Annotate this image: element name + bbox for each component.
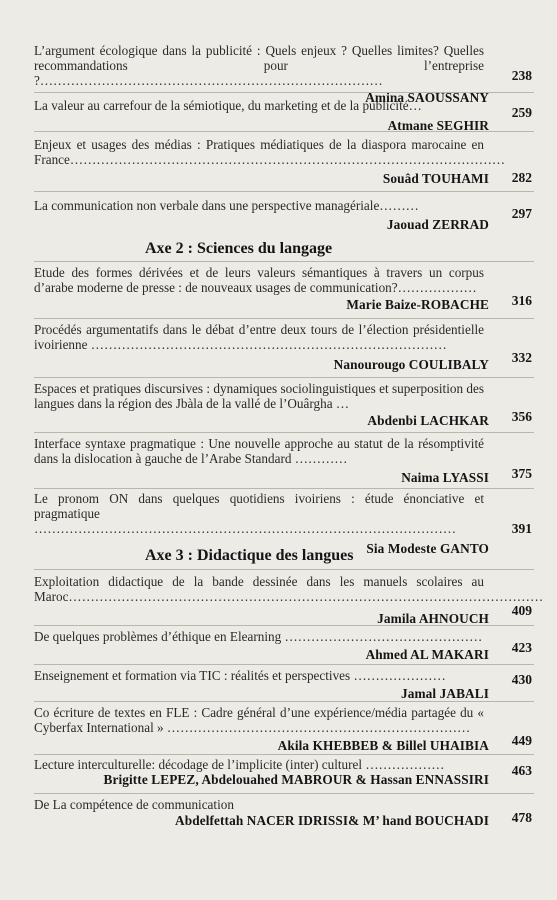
entry-title: Procédés argumentatifs dans le débat d’entre deux tours de l’élection présidentielle ivoirienne ……………………………………………………………………… <box>34 322 484 352</box>
entry-author: Akila KHEBBEB & Billel UHAIBIA <box>277 738 489 753</box>
entry-author: Abdenbi LACHKAR <box>367 413 489 428</box>
entry-page-number: 430 <box>511 672 532 687</box>
entry-title: De La compétence de communication <box>34 797 234 812</box>
toc-entry <box>34 574 544 626</box>
entry-title: Espaces et pratiques discursives : dynamiques sociolinguistiques et superposition des langues dans la région des Jbàla de la vallé de l’Ouârgha … <box>34 381 484 411</box>
toc-entry <box>34 629 534 662</box>
entry-page-number: 449 <box>511 733 532 748</box>
entry-title: Interface syntaxe pragmatique : Une nouvelle approche au statut de la résomptivité dans la dislocation à gauche de l’Arabe Standard ………… <box>34 436 484 466</box>
entry-author: Marie Baize-ROBACHE <box>346 297 489 312</box>
divider <box>34 191 534 192</box>
entry-page-number: 375 <box>511 466 532 481</box>
toc-entry <box>34 137 534 186</box>
entry-author: Nanourougo COULIBALY <box>333 357 489 372</box>
toc-entry <box>34 757 534 787</box>
toc-entry <box>34 198 534 232</box>
entry-author: Brigitte LEPEZ, Abdelouahed MABROUR & Hassan ENNASSIRI <box>103 772 489 787</box>
entry-title: Co écriture de textes en FLE : Cadre général d’une expérience/média partagée du « Cyberfax International » …………………………………………………………… <box>34 705 484 735</box>
entry-page-number: 282 <box>511 170 532 185</box>
entry-page-number: 259 <box>511 105 532 120</box>
entry-page-number: 316 <box>511 293 532 308</box>
toc-entry <box>34 43 534 105</box>
divider <box>34 664 534 665</box>
entry-author: Jamila AHNOUCH <box>377 611 489 626</box>
toc-entry <box>34 705 534 753</box>
divider <box>34 701 534 702</box>
toc-entry <box>34 265 534 312</box>
toc-entry <box>34 322 534 372</box>
entry-page-number: 478 <box>511 810 532 825</box>
entry-title: La communication non verbale dans une perspective managériale……… <box>34 198 419 213</box>
entry-title: Enjeux et usages des médias : Pratiques médiatiques de la diaspora marocaine en France……………………………………………………………………………………… <box>34 137 506 167</box>
entry-author: Ahmed AL MAKARI <box>365 647 489 662</box>
toc-entry <box>34 98 534 133</box>
entry-title: La valeur au carrefour de la sémiotique, du marketing et de la publicité… <box>34 98 422 113</box>
entry-title: De quelques problèmes d’éthique en Elearning ……………………………………… <box>34 629 483 644</box>
toc-entry <box>34 668 534 701</box>
entry-title: Enseignement et formation via TIC : réalités et perspectives ………………… <box>34 668 446 683</box>
section-heading: Axe 2 : Sciences du langage <box>145 240 333 257</box>
entry-page-number: 332 <box>511 350 532 365</box>
entry-page-number: 391 <box>511 521 532 536</box>
entry-author: Atmane SEGHIR <box>387 118 489 133</box>
entry-author: Jamal JABALI <box>400 686 489 701</box>
entry-author: Amina SAOUSSANY <box>365 90 489 105</box>
section-heading: Axe 3 : Didactique des langues <box>145 547 354 564</box>
entry-title: L’argument écologique dans la publicité : Quels enjeux ? Quelles limites? Quelles recommandations pour l’entreprise ?…………………………………………………………………… <box>34 43 484 88</box>
entry-title: Etude des formes dérivées et de leurs valeurs sémantiques à travers un corpus d’arabe moderne de presse : de nouveaux usages de communication?……………… <box>34 265 484 295</box>
divider <box>34 318 534 319</box>
toc-entry <box>34 797 534 828</box>
entry-page-number: 463 <box>511 763 532 778</box>
divider <box>34 261 534 262</box>
entry-page-number: 409 <box>511 603 532 618</box>
entry-author: Souâd TOUHAMI <box>382 171 489 186</box>
entry-page-number: 238 <box>511 68 532 83</box>
toc-entry <box>34 381 534 428</box>
entry-title: Exploitation didactique de la bande dessinée dans les manuels scolaires au Maroc……………………………………………………………………………………………… <box>34 574 544 604</box>
entry-title: Le pronom ON dans quelques quotidiens ivoiriens : étude énonciative et pragmatique …………………………………………………………………………………… <box>34 491 484 536</box>
entry-page-number: 297 <box>511 206 532 221</box>
divider <box>34 625 534 626</box>
divider <box>34 92 534 93</box>
divider <box>34 793 534 794</box>
divider <box>34 754 534 755</box>
divider <box>34 569 534 570</box>
entry-page-number: 356 <box>511 409 532 424</box>
divider <box>34 432 534 433</box>
entry-author: Sia Modeste GANTO <box>366 541 489 556</box>
entry-author: Abdelfettah NACER IDRISSI& M’ hand BOUCHADI <box>175 813 489 828</box>
entry-author: Naima LYASSI <box>401 470 489 485</box>
divider <box>34 377 534 378</box>
entry-page-number: 423 <box>511 640 532 655</box>
divider <box>34 131 534 132</box>
toc-entry <box>34 436 534 485</box>
entry-title: Lecture interculturelle: décodage de l’implicite (inter) culturel ……………… <box>34 757 445 772</box>
entry-author: Jaouad ZERRAD <box>386 217 489 232</box>
divider <box>34 488 534 489</box>
